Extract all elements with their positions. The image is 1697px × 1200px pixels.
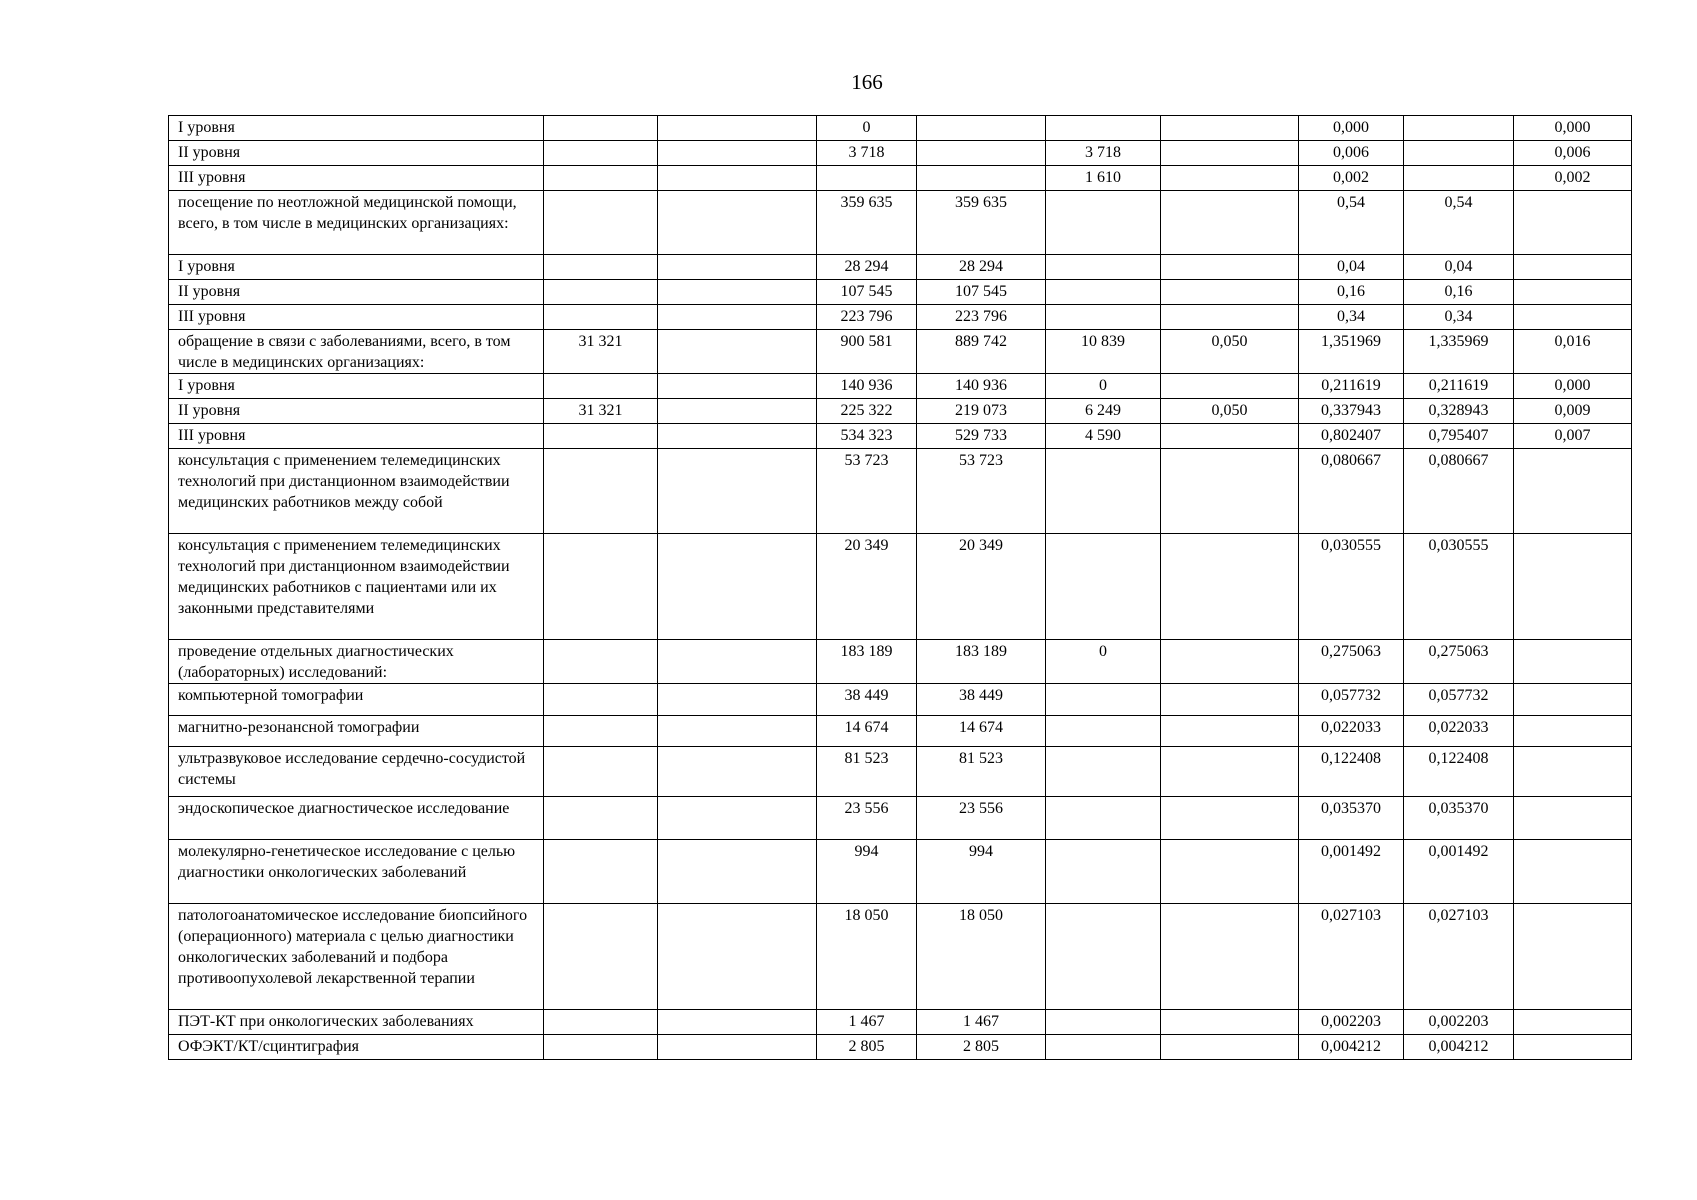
row-label-cell: молекулярно-генетическое исследование с целью диагностики онкологических заболеваний — [169, 840, 544, 904]
row-label-cell: обращение в связи с заболеваниями, всего, в том числе в медицинских организациях: — [169, 330, 544, 374]
data-table — [168, 115, 1632, 1060]
value-cell-col-3 — [658, 280, 817, 305]
table-row — [169, 305, 1632, 330]
value-cell-col-10 — [1514, 684, 1632, 716]
value-cell-col-2 — [544, 255, 658, 280]
value-cell-col-4: 14 674 — [817, 716, 917, 747]
value-cell-col-2 — [544, 280, 658, 305]
value-cell-col-8: 0,04 — [1299, 255, 1404, 280]
row-label-cell: консультация с применением телемедицинских технологий при дистанционном взаимодействии медицинских работников с пациентами или их законными представителями — [169, 534, 544, 640]
value-cell-col-4: 107 545 — [817, 280, 917, 305]
table-row — [169, 330, 1632, 374]
value-cell-col-4: 534 323 — [817, 424, 917, 449]
value-cell-col-9: 1,335969 — [1404, 330, 1514, 374]
value-cell-col-3 — [658, 840, 817, 904]
value-cell-col-6: 4 590 — [1046, 424, 1161, 449]
value-cell-col-10 — [1514, 191, 1632, 255]
value-cell-col-3 — [658, 640, 817, 684]
value-cell-col-7: 0,050 — [1161, 330, 1299, 374]
value-cell-col-5: 81 523 — [917, 747, 1046, 797]
value-cell-col-3 — [658, 374, 817, 399]
value-cell-col-4: 2 805 — [817, 1035, 917, 1060]
value-cell-col-8: 0,275063 — [1299, 640, 1404, 684]
table-row — [169, 191, 1632, 255]
value-cell-col-5: 889 742 — [917, 330, 1046, 374]
value-cell-col-10: 0,016 — [1514, 330, 1632, 374]
row-label-cell: патологоанатомическое исследование биопсийного (операционного) материала с целью диагностики онкологических заболеваний и подбора противоопухолевой лекарственной терапии — [169, 904, 544, 1010]
row-label-cell: III уровня — [169, 166, 544, 191]
value-cell-col-7 — [1161, 640, 1299, 684]
value-cell-col-10 — [1514, 797, 1632, 840]
value-cell-col-4: 1 467 — [817, 1010, 917, 1035]
value-cell-col-5: 219 073 — [917, 399, 1046, 424]
value-cell-col-4: 994 — [817, 840, 917, 904]
value-cell-col-8: 0,006 — [1299, 141, 1404, 166]
value-cell-col-8: 0,022033 — [1299, 716, 1404, 747]
value-cell-col-10: 0,000 — [1514, 374, 1632, 399]
value-cell-col-8: 0,002203 — [1299, 1010, 1404, 1035]
value-cell-col-9: 0,022033 — [1404, 716, 1514, 747]
value-cell-col-8: 0,001492 — [1299, 840, 1404, 904]
row-label-cell: компьютерной томографии — [169, 684, 544, 716]
value-cell-col-2 — [544, 904, 658, 1010]
page-number: 166 — [851, 70, 883, 94]
table-row — [169, 840, 1632, 904]
value-cell-col-9: 0,004212 — [1404, 1035, 1514, 1060]
value-cell-col-8: 0,057732 — [1299, 684, 1404, 716]
value-cell-col-7 — [1161, 534, 1299, 640]
value-cell-col-10: 0,009 — [1514, 399, 1632, 424]
value-cell-col-5: 107 545 — [917, 280, 1046, 305]
value-cell-col-8: 0,000 — [1299, 116, 1404, 141]
row-label-cell: ОФЭКТ/КТ/сцинтиграфия — [169, 1035, 544, 1060]
value-cell-col-5: 529 733 — [917, 424, 1046, 449]
value-cell-col-9: 0,795407 — [1404, 424, 1514, 449]
value-cell-col-3 — [658, 449, 817, 534]
value-cell-col-8: 0,027103 — [1299, 904, 1404, 1010]
row-label-cell: III уровня — [169, 424, 544, 449]
table-row — [169, 141, 1632, 166]
value-cell-col-10 — [1514, 904, 1632, 1010]
value-cell-col-9: 0,211619 — [1404, 374, 1514, 399]
value-cell-col-10 — [1514, 255, 1632, 280]
value-cell-col-3 — [658, 1010, 817, 1035]
value-cell-col-3 — [658, 166, 817, 191]
value-cell-col-9: 0,080667 — [1404, 449, 1514, 534]
value-cell-col-8: 0,004212 — [1299, 1035, 1404, 1060]
value-cell-col-10: 0,006 — [1514, 141, 1632, 166]
value-cell-col-7 — [1161, 449, 1299, 534]
row-label-cell: ультразвуковое исследование сердечно-сосудистой системы — [169, 747, 544, 797]
value-cell-col-8: 0,802407 — [1299, 424, 1404, 449]
value-cell-col-7 — [1161, 1010, 1299, 1035]
value-cell-col-9: 0,04 — [1404, 255, 1514, 280]
value-cell-col-6 — [1046, 904, 1161, 1010]
value-cell-col-2 — [544, 534, 658, 640]
table-row — [169, 534, 1632, 640]
value-cell-col-2 — [544, 684, 658, 716]
value-cell-col-5 — [917, 116, 1046, 141]
value-cell-col-3 — [658, 424, 817, 449]
value-cell-col-4: 223 796 — [817, 305, 917, 330]
value-cell-col-8: 0,16 — [1299, 280, 1404, 305]
value-cell-col-5: 1 467 — [917, 1010, 1046, 1035]
value-cell-col-9 — [1404, 116, 1514, 141]
value-cell-col-3 — [658, 399, 817, 424]
value-cell-col-5 — [917, 141, 1046, 166]
value-cell-col-6 — [1046, 255, 1161, 280]
table-row — [169, 797, 1632, 840]
value-cell-col-7 — [1161, 280, 1299, 305]
value-cell-col-8: 0,122408 — [1299, 747, 1404, 797]
value-cell-col-2 — [544, 449, 658, 534]
value-cell-col-3 — [658, 534, 817, 640]
row-label-cell: II уровня — [169, 141, 544, 166]
value-cell-col-3 — [658, 684, 817, 716]
value-cell-col-8: 0,030555 — [1299, 534, 1404, 640]
value-cell-col-3 — [658, 255, 817, 280]
row-label-cell: магнитно-резонансной томографии — [169, 716, 544, 747]
value-cell-col-2 — [544, 374, 658, 399]
value-cell-col-5 — [917, 166, 1046, 191]
value-cell-col-5: 359 635 — [917, 191, 1046, 255]
value-cell-col-3 — [658, 305, 817, 330]
value-cell-col-5: 20 349 — [917, 534, 1046, 640]
value-cell-col-2 — [544, 166, 658, 191]
table-row — [169, 716, 1632, 747]
table-row — [169, 166, 1632, 191]
value-cell-col-8: 0,035370 — [1299, 797, 1404, 840]
value-cell-col-6 — [1046, 305, 1161, 330]
value-cell-col-4: 53 723 — [817, 449, 917, 534]
value-cell-col-8: 1,351969 — [1299, 330, 1404, 374]
value-cell-col-4: 225 322 — [817, 399, 917, 424]
value-cell-col-8: 0,211619 — [1299, 374, 1404, 399]
table-row — [169, 374, 1632, 399]
value-cell-col-6 — [1046, 191, 1161, 255]
row-label-cell: I уровня — [169, 255, 544, 280]
value-cell-col-6 — [1046, 280, 1161, 305]
value-cell-col-2 — [544, 716, 658, 747]
value-cell-col-7 — [1161, 1035, 1299, 1060]
value-cell-col-10: 0,000 — [1514, 116, 1632, 141]
value-cell-col-3 — [658, 904, 817, 1010]
row-label-cell: проведение отдельных диагностических (лабораторных) исследований: — [169, 640, 544, 684]
table-row — [169, 640, 1632, 684]
value-cell-col-8: 0,337943 — [1299, 399, 1404, 424]
value-cell-col-6: 6 249 — [1046, 399, 1161, 424]
value-cell-col-2 — [544, 640, 658, 684]
value-cell-col-10 — [1514, 1010, 1632, 1035]
value-cell-col-10 — [1514, 747, 1632, 797]
value-cell-col-6: 0 — [1046, 640, 1161, 684]
value-cell-col-3 — [658, 716, 817, 747]
value-cell-col-7 — [1161, 141, 1299, 166]
table-row — [169, 280, 1632, 305]
value-cell-col-5: 23 556 — [917, 797, 1046, 840]
value-cell-col-3 — [658, 797, 817, 840]
table-body — [169, 116, 1632, 1060]
value-cell-col-4: 3 718 — [817, 141, 917, 166]
value-cell-col-7 — [1161, 684, 1299, 716]
value-cell-col-9: 0,275063 — [1404, 640, 1514, 684]
value-cell-col-2 — [544, 141, 658, 166]
value-cell-col-10 — [1514, 840, 1632, 904]
table-row — [169, 904, 1632, 1010]
value-cell-col-5: 28 294 — [917, 255, 1046, 280]
value-cell-col-7 — [1161, 424, 1299, 449]
table-row — [169, 116, 1632, 141]
value-cell-col-5: 38 449 — [917, 684, 1046, 716]
value-cell-col-6 — [1046, 747, 1161, 797]
value-cell-col-7 — [1161, 374, 1299, 399]
value-cell-col-3 — [658, 1035, 817, 1060]
value-cell-col-6: 3 718 — [1046, 141, 1161, 166]
value-cell-col-4: 140 936 — [817, 374, 917, 399]
value-cell-col-5: 223 796 — [917, 305, 1046, 330]
value-cell-col-9: 0,54 — [1404, 191, 1514, 255]
value-cell-col-4: 81 523 — [817, 747, 917, 797]
value-cell-col-4: 900 581 — [817, 330, 917, 374]
value-cell-col-3 — [658, 191, 817, 255]
value-cell-col-2 — [544, 797, 658, 840]
value-cell-col-2 — [544, 116, 658, 141]
value-cell-col-4: 18 050 — [817, 904, 917, 1010]
value-cell-col-8: 0,54 — [1299, 191, 1404, 255]
value-cell-col-10 — [1514, 716, 1632, 747]
value-cell-col-3 — [658, 141, 817, 166]
value-cell-col-6 — [1046, 116, 1161, 141]
value-cell-col-2 — [544, 1010, 658, 1035]
value-cell-col-3 — [658, 330, 817, 374]
value-cell-col-10 — [1514, 1035, 1632, 1060]
value-cell-col-5: 183 189 — [917, 640, 1046, 684]
value-cell-col-6 — [1046, 1035, 1161, 1060]
value-cell-col-10 — [1514, 280, 1632, 305]
value-cell-col-6: 1 610 — [1046, 166, 1161, 191]
value-cell-col-2: 31 321 — [544, 399, 658, 424]
value-cell-col-4: 38 449 — [817, 684, 917, 716]
value-cell-col-6: 0 — [1046, 374, 1161, 399]
row-label-cell: II уровня — [169, 280, 544, 305]
value-cell-col-7 — [1161, 747, 1299, 797]
value-cell-col-9: 0,030555 — [1404, 534, 1514, 640]
value-cell-col-2: 31 321 — [544, 330, 658, 374]
row-label-cell: эндоскопическое диагностическое исследование — [169, 797, 544, 840]
value-cell-col-6 — [1046, 1010, 1161, 1035]
value-cell-col-6 — [1046, 449, 1161, 534]
value-cell-col-3 — [658, 116, 817, 141]
table-row — [169, 449, 1632, 534]
value-cell-col-6 — [1046, 840, 1161, 904]
value-cell-col-6 — [1046, 534, 1161, 640]
value-cell-col-2 — [544, 1035, 658, 1060]
value-cell-col-9: 0,34 — [1404, 305, 1514, 330]
row-label-cell: посещение по неотложной медицинской помощи, всего, в том числе в медицинских организациях: — [169, 191, 544, 255]
value-cell-col-9: 0,001492 — [1404, 840, 1514, 904]
table-row — [169, 1010, 1632, 1035]
value-cell-col-9: 0,057732 — [1404, 684, 1514, 716]
table-row — [169, 399, 1632, 424]
row-label-cell: консультация с применением телемедицинских технологий при дистанционном взаимодействии медицинских работников между собой — [169, 449, 544, 534]
value-cell-col-10 — [1514, 534, 1632, 640]
value-cell-col-5: 18 050 — [917, 904, 1046, 1010]
value-cell-col-2 — [544, 840, 658, 904]
value-cell-col-2 — [544, 747, 658, 797]
value-cell-col-7 — [1161, 191, 1299, 255]
value-cell-col-6 — [1046, 684, 1161, 716]
value-cell-col-10 — [1514, 305, 1632, 330]
table-row — [169, 424, 1632, 449]
value-cell-col-4: 28 294 — [817, 255, 917, 280]
row-label-cell: ПЭТ-КТ при онкологических заболеваниях — [169, 1010, 544, 1035]
value-cell-col-4: 0 — [817, 116, 917, 141]
value-cell-col-5: 994 — [917, 840, 1046, 904]
table-row — [169, 747, 1632, 797]
value-cell-col-7: 0,050 — [1161, 399, 1299, 424]
value-cell-col-6 — [1046, 716, 1161, 747]
value-cell-col-4: 183 189 — [817, 640, 917, 684]
value-cell-col-6: 10 839 — [1046, 330, 1161, 374]
table-row — [169, 684, 1632, 716]
value-cell-col-4: 23 556 — [817, 797, 917, 840]
value-cell-col-7 — [1161, 305, 1299, 330]
table-row — [169, 1035, 1632, 1060]
row-label-cell: I уровня — [169, 116, 544, 141]
value-cell-col-4: 359 635 — [817, 191, 917, 255]
value-cell-col-9: 0,16 — [1404, 280, 1514, 305]
value-cell-col-10 — [1514, 449, 1632, 534]
value-cell-col-5: 14 674 — [917, 716, 1046, 747]
value-cell-col-7 — [1161, 255, 1299, 280]
value-cell-col-7 — [1161, 166, 1299, 191]
value-cell-col-6 — [1046, 797, 1161, 840]
value-cell-col-9: 0,027103 — [1404, 904, 1514, 1010]
value-cell-col-7 — [1161, 116, 1299, 141]
table-row — [169, 255, 1632, 280]
value-cell-col-10: 0,002 — [1514, 166, 1632, 191]
value-cell-col-3 — [658, 747, 817, 797]
value-cell-col-7 — [1161, 716, 1299, 747]
value-cell-col-5: 2 805 — [917, 1035, 1046, 1060]
value-cell-col-4: 20 349 — [817, 534, 917, 640]
value-cell-col-8: 0,34 — [1299, 305, 1404, 330]
row-label-cell: III уровня — [169, 305, 544, 330]
value-cell-col-9 — [1404, 141, 1514, 166]
value-cell-col-5: 140 936 — [917, 374, 1046, 399]
value-cell-col-7 — [1161, 840, 1299, 904]
value-cell-col-10 — [1514, 640, 1632, 684]
value-cell-col-5: 53 723 — [917, 449, 1046, 534]
row-label-cell: I уровня — [169, 374, 544, 399]
value-cell-col-8: 0,080667 — [1299, 449, 1404, 534]
value-cell-col-2 — [544, 424, 658, 449]
value-cell-col-10: 0,007 — [1514, 424, 1632, 449]
value-cell-col-8: 0,002 — [1299, 166, 1404, 191]
value-cell-col-4 — [817, 166, 917, 191]
value-cell-col-9: 0,328943 — [1404, 399, 1514, 424]
row-label-cell: II уровня — [169, 399, 544, 424]
value-cell-col-2 — [544, 191, 658, 255]
value-cell-col-9 — [1404, 166, 1514, 191]
value-cell-col-9: 0,035370 — [1404, 797, 1514, 840]
value-cell-col-7 — [1161, 904, 1299, 1010]
value-cell-col-7 — [1161, 797, 1299, 840]
value-cell-col-2 — [544, 305, 658, 330]
value-cell-col-9: 0,122408 — [1404, 747, 1514, 797]
value-cell-col-9: 0,002203 — [1404, 1010, 1514, 1035]
